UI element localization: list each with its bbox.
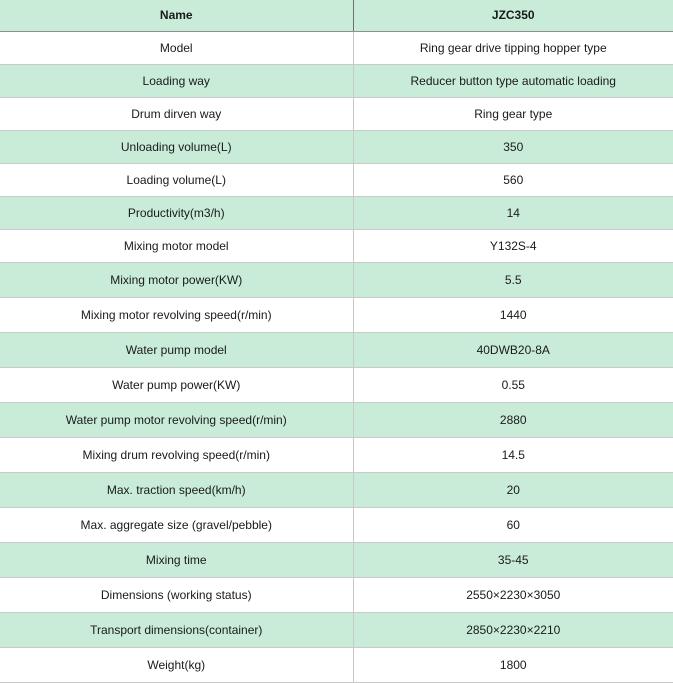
row-label: Transport dimensions(container) (0, 612, 353, 647)
row-label: Drum dirven way (0, 97, 353, 130)
header-name-cell: Name (0, 0, 353, 31)
table-row-mixing-time (0, 542, 673, 577)
row-label: Mixing drum revolving speed(r/min) (0, 437, 353, 472)
table-row-productivity (0, 196, 673, 229)
row-label: Productivity(m3/h) (0, 196, 353, 229)
row-label: Max. aggregate size (gravel/pebble) (0, 507, 353, 542)
table-row-model (0, 31, 673, 64)
table-row-mixing-motor-speed (0, 297, 673, 332)
table-row-water-pump-model (0, 332, 673, 367)
row-label: Unloading volume(L) (0, 130, 353, 163)
row-value: 1800 (353, 647, 673, 682)
row-value: 560 (353, 163, 673, 196)
table-row-transport-dimensions (0, 612, 673, 647)
table-row-loading-way (0, 64, 673, 97)
row-value: 2880 (353, 402, 673, 437)
row-label: Water pump model (0, 332, 353, 367)
row-value: 14 (353, 196, 673, 229)
row-value: Reducer button type automatic loading (353, 64, 673, 97)
row-label: Dimensions (working status) (0, 577, 353, 612)
table-row-dimensions-working (0, 577, 673, 612)
row-value: Ring gear drive tipping hopper type (353, 31, 673, 64)
row-value: Ring gear type (353, 97, 673, 130)
row-value: 1440 (353, 297, 673, 332)
table-row-weight (0, 647, 673, 682)
table-header (0, 0, 673, 31)
table-row-drum-driven-way (0, 97, 673, 130)
row-label: Loading way (0, 64, 353, 97)
row-label: Water pump motor revolving speed(r/min) (0, 402, 353, 437)
table-row-water-pump-power (0, 367, 673, 402)
table-row-mixing-motor-power (0, 262, 673, 297)
table-row-mixing-drum-speed (0, 437, 673, 472)
row-label: Loading volume(L) (0, 163, 353, 196)
table-row-unloading-volume (0, 130, 673, 163)
table-row-max-aggregate-size (0, 507, 673, 542)
table-row-mixing-motor-model (0, 229, 673, 262)
table-row-loading-volume (0, 163, 673, 196)
row-label: Mixing motor model (0, 229, 353, 262)
row-label: Mixing motor revolving speed(r/min) (0, 297, 353, 332)
row-value: 2550×2230×3050 (353, 577, 673, 612)
row-label: Max. traction speed(km/h) (0, 472, 353, 507)
row-label: Water pump power(KW) (0, 367, 353, 402)
header-row (0, 0, 673, 31)
row-label: Mixing time (0, 542, 353, 577)
row-value: 2850×2230×2210 (353, 612, 673, 647)
row-value: 5.5 (353, 262, 673, 297)
row-label: Mixing motor power(KW) (0, 262, 353, 297)
row-label: Weight(kg) (0, 647, 353, 682)
table-row-max-traction-speed (0, 472, 673, 507)
table-row-water-pump-motor-speed (0, 402, 673, 437)
row-value: 350 (353, 130, 673, 163)
row-value: 20 (353, 472, 673, 507)
table-body (0, 31, 673, 682)
row-value: Y132S-4 (353, 229, 673, 262)
row-value: 60 (353, 507, 673, 542)
row-label: Model (0, 31, 353, 64)
row-value: 35-45 (353, 542, 673, 577)
header-model-cell: JZC350 (353, 0, 673, 31)
row-value: 0.55 (353, 367, 673, 402)
row-value: 40DWB20-8A (353, 332, 673, 367)
row-value: 14.5 (353, 437, 673, 472)
